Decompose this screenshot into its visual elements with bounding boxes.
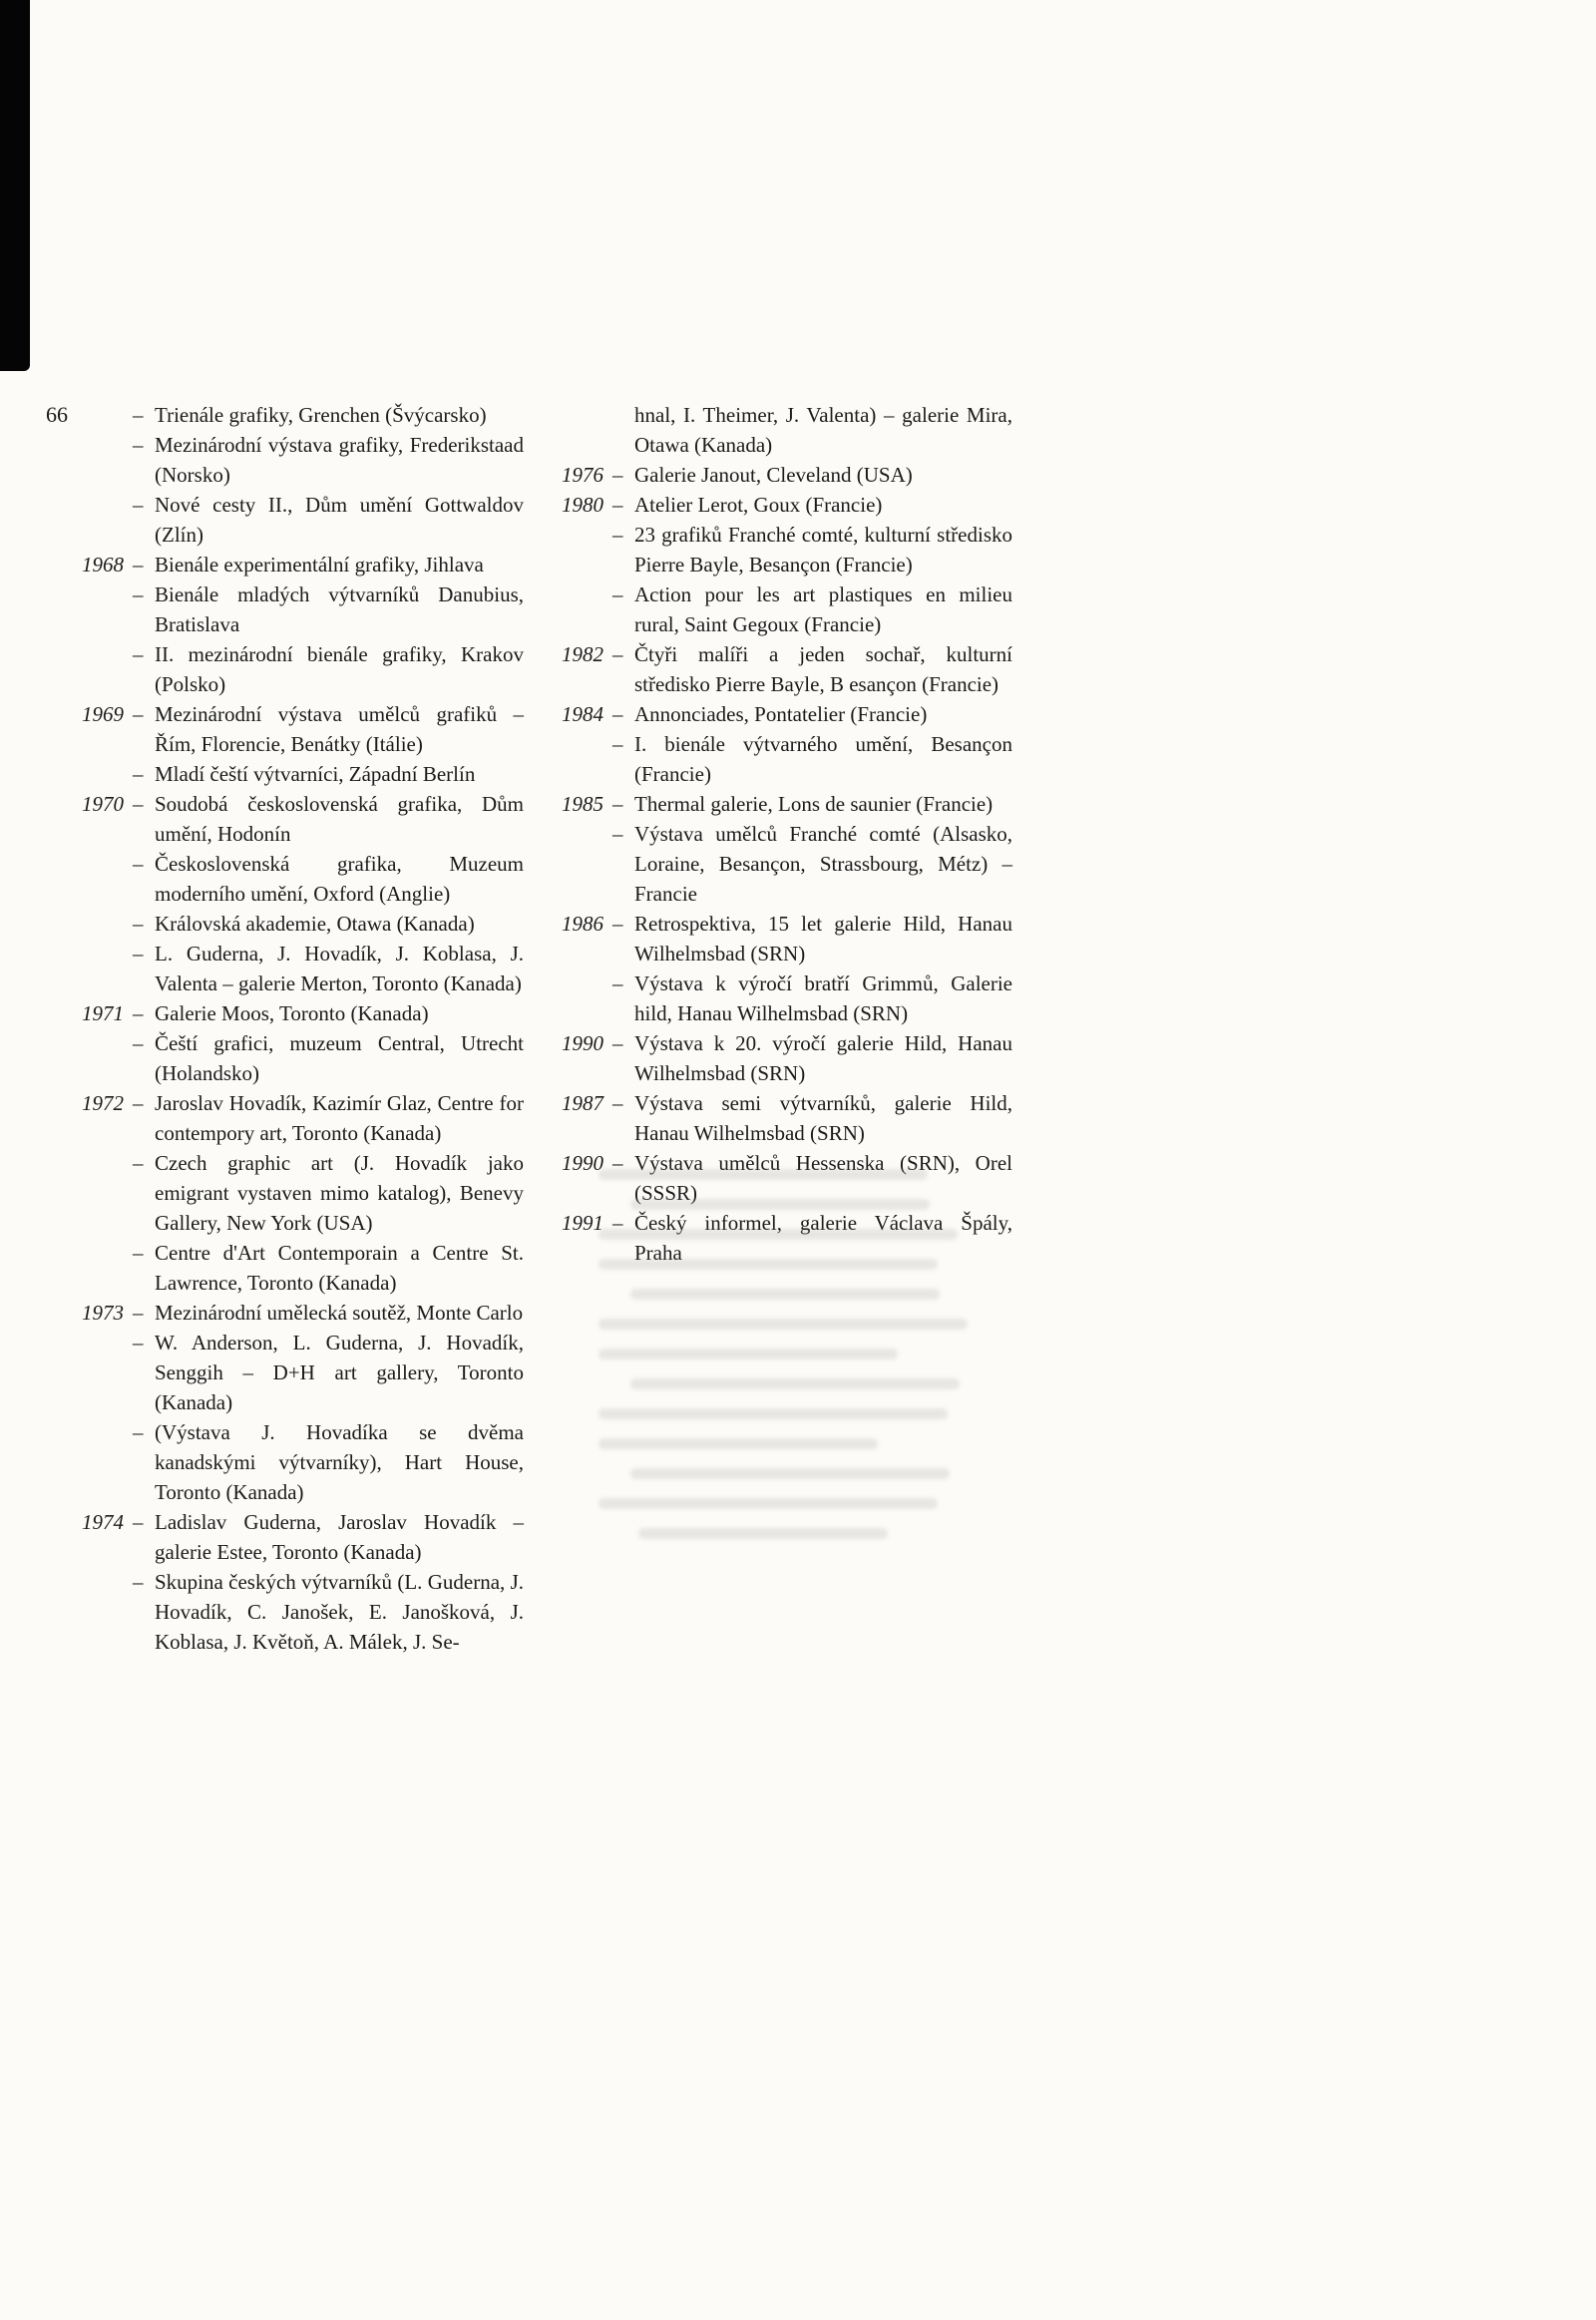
- entry-text: I. bienále výtvarného umění, Besançon (Francie): [634, 732, 1012, 786]
- entry-item: [82, 1238, 524, 1298]
- entry-item: [82, 1328, 524, 1417]
- entry-item: [562, 729, 1012, 789]
- entry-dash: –: [133, 1151, 144, 1175]
- entry-item: [82, 550, 524, 580]
- entry-text: Centre d'Art Contemporain a Centre St. Lawrence, Toronto (Kanada): [155, 1241, 524, 1295]
- entry-text: Čeští grafici, muzeum Central, Utrecht (Holandsko): [155, 1031, 524, 1085]
- entry-item: [82, 759, 524, 789]
- entry-continuation: [562, 400, 1012, 460]
- entry-year: 1973: [82, 1301, 124, 1325]
- entry-item: [82, 849, 524, 909]
- entry-item: [82, 400, 524, 430]
- entry-year: 1971: [82, 1001, 124, 1025]
- entry-text: Atelier Lerot, Goux (Francie): [634, 493, 883, 517]
- entry-item: [82, 1567, 524, 1657]
- entry-text: II. mezinárodní bienále grafiky, Krakov (Polsko): [155, 642, 524, 696]
- entry-item: [562, 639, 1012, 699]
- entry-dash: –: [612, 1091, 623, 1115]
- entry-year: 1991: [562, 1211, 603, 1235]
- entry-dash: –: [612, 1151, 623, 1175]
- entry-text: Mezinárodní umělecká soutěž, Monte Carlo: [155, 1301, 524, 1325]
- entry-year: 1976: [562, 463, 603, 487]
- entry-item: [82, 490, 524, 550]
- entry-dash: –: [133, 403, 144, 427]
- bleedthrough-line: [630, 1378, 960, 1389]
- entry-item: [562, 1208, 1012, 1268]
- entry-dash: –: [133, 553, 144, 577]
- entry-dash: –: [133, 1091, 144, 1115]
- scan-edge-artifact: [0, 0, 30, 371]
- entry-item: [562, 819, 1012, 909]
- entry-text: Bienále mladých výtvarníků Danubius, Bratislava: [155, 582, 524, 636]
- entry-item: [82, 939, 524, 998]
- entry-year: 1986: [562, 912, 603, 936]
- entry-text: Nové cesty II., Dům umění Gottwaldov (Zlín): [155, 493, 524, 547]
- entry-year: 1990: [562, 1031, 603, 1055]
- entry-dash: –: [612, 702, 623, 726]
- entry-text: Čtyři malíři a jeden sochař, kulturní středisko Pierre Bayle, B esançon (Francie): [634, 642, 1012, 696]
- entry-dash: –: [133, 762, 144, 786]
- left-column: [82, 400, 524, 1657]
- entry-text: Thermal galerie, Lons de saunier (Francie): [634, 792, 994, 816]
- entry-year: 1970: [82, 792, 124, 816]
- entry-dash: –: [612, 792, 623, 816]
- entry-dash: –: [612, 732, 623, 756]
- entry-item: [82, 1298, 524, 1328]
- entry-year: 1969: [82, 702, 124, 726]
- entry-dash: –: [133, 1331, 144, 1354]
- entry-dash: –: [133, 1420, 144, 1444]
- entry-year: 1974: [82, 1510, 124, 1534]
- entry-dash: –: [133, 792, 144, 816]
- entry-dash: –: [133, 1510, 144, 1534]
- entry-text: Výstava umělců Franché comté (Alsasko, Loraine, Besançon, Strassbourg, Métz) – Francie: [634, 822, 1012, 906]
- entry-dash: –: [612, 1211, 623, 1235]
- page-number: 66: [46, 402, 68, 427]
- entry-dash: –: [612, 523, 623, 547]
- entry-item: [82, 1148, 524, 1238]
- bleedthrough-line: [598, 1498, 938, 1509]
- entry-dash: –: [612, 493, 623, 517]
- entry-text: L. Guderna, J. Hovadík, J. Koblasa, J. Valenta – galerie Merton, Toronto (Kanada): [155, 942, 524, 995]
- entry-text: W. Anderson, L. Guderna, J. Hovadík, Senggih – D+H art gallery, Toronto (Kanada): [155, 1331, 524, 1414]
- entry-text: (Výstava J. Hovadíka se dvěma kanadskými výtvarníky), Hart House, Toronto (Kanada): [155, 1420, 524, 1504]
- entry-item: [562, 1148, 1012, 1208]
- entry-year: 1987: [562, 1091, 603, 1115]
- entry-text: Mladí čeští výtvarníci, Západní Berlín: [155, 762, 476, 786]
- entry-text: Retrospektiva, 15 let galerie Hild, Hanau Wilhelmsbad (SRN): [634, 912, 1012, 966]
- entry-text: Výstava semi výtvarníků, galerie Hild, Hanau Wilhelmsbad (SRN): [634, 1091, 1012, 1145]
- bleedthrough-line: [598, 1408, 948, 1419]
- entry-text: Bienále experimentální grafiky, Jihlava: [155, 553, 484, 577]
- bleedthrough-line: [638, 1528, 888, 1539]
- entry-text: 23 grafiků Franché comté, kulturní středisko Pierre Bayle, Besançon (Francie): [634, 523, 1012, 577]
- entry-dash: –: [612, 582, 623, 606]
- entry-item: [82, 1088, 524, 1148]
- entry-text: Československá grafika, Muzeum moderního umění, Oxford (Anglie): [155, 852, 524, 906]
- entry-text: Galerie Moos, Toronto (Kanada): [155, 1001, 429, 1025]
- entry-item: [82, 789, 524, 849]
- entry-year: 1982: [562, 642, 603, 666]
- entry-year: 1990: [562, 1151, 603, 1175]
- entry-year: 1972: [82, 1091, 124, 1115]
- entry-item: [562, 460, 1012, 490]
- entry-item: [82, 580, 524, 639]
- entry-text: Jaroslav Hovadík, Kazimír Glaz, Centre for contempory art, Toronto (Kanada): [155, 1091, 524, 1145]
- entry-dash: –: [612, 822, 623, 846]
- entry-dash: –: [612, 971, 623, 995]
- right-column: [562, 400, 1012, 1268]
- entry-dash: –: [133, 433, 144, 457]
- entry-dash: –: [133, 642, 144, 666]
- entry-item: [562, 909, 1012, 968]
- entry-item: [562, 699, 1012, 729]
- entry-text: Výstava k 20. výročí galerie Hild, Hanau Wilhelmsbad (SRN): [634, 1031, 1012, 1085]
- bleedthrough-line: [598, 1349, 898, 1359]
- entry-dash: –: [612, 1031, 623, 1055]
- entry-dash: –: [612, 912, 623, 936]
- entry-item: [82, 699, 524, 759]
- entry-text: Soudobá československá grafika, Dům umění, Hodonín: [155, 792, 524, 846]
- entry-dash: –: [133, 852, 144, 876]
- entry-text: Trienále grafiky, Grenchen (Švýcarsko): [155, 403, 487, 427]
- entry-dash: –: [133, 1301, 144, 1325]
- entry-item: [82, 909, 524, 939]
- entry-year: 1985: [562, 792, 603, 816]
- entry-text: Mezinárodní výstava grafiky, Frederikstaad (Norsko): [155, 433, 524, 487]
- entry-dash: –: [612, 642, 623, 666]
- entry-text: Královská akademie, Otawa (Kanada): [155, 912, 475, 936]
- entry-item: [562, 1088, 1012, 1148]
- entry-dash: –: [133, 702, 144, 726]
- entry-dash: –: [133, 1570, 144, 1594]
- entry-text: Annonciades, Pontatelier (Francie): [634, 702, 928, 726]
- bleedthrough-line: [630, 1289, 940, 1300]
- entry-text: Czech graphic art (J. Hovadík jako emigrant vystaven mimo katalog), Benevy Gallery, New York (USA): [155, 1151, 524, 1235]
- entry-dash: –: [133, 942, 144, 966]
- entry-item: [82, 639, 524, 699]
- bleedthrough-line: [598, 1438, 878, 1449]
- entry-text: Český informel, galerie Václava Špály, Praha: [634, 1211, 1012, 1265]
- entry-dash: –: [133, 493, 144, 517]
- entry-text: Galerie Janout, Cleveland (USA): [634, 463, 913, 487]
- entry-text: Ladislav Guderna, Jaroslav Hovadík – galerie Estee, Toronto (Kanada): [155, 1510, 524, 1564]
- entry-dash: –: [133, 1031, 144, 1055]
- entry-item: [562, 968, 1012, 1028]
- entry-item: [562, 789, 1012, 819]
- entry-item: [82, 998, 524, 1028]
- entry-text: hnal, I. Theimer, J. Valenta) – galerie Mira, Otawa (Kanada): [634, 403, 1012, 457]
- entry-text: Mezinárodní výstava umělců grafiků – Řím, Florencie, Benátky (Itálie): [155, 702, 524, 756]
- entry-dash: –: [133, 1241, 144, 1265]
- entry-item: [562, 1028, 1012, 1088]
- entry-dash: –: [133, 1001, 144, 1025]
- entry-text: Skupina českých výtvarníků (L. Guderna, J. Hovadík, C. Janošek, E. Janošková, J. Koblasa, J. Květoň, A. Málek, J. Se-: [155, 1570, 524, 1654]
- entry-item: [562, 490, 1012, 520]
- entry-year: 1968: [82, 553, 124, 577]
- entry-item: [562, 580, 1012, 639]
- bleedthrough-line: [598, 1319, 968, 1330]
- entry-dash: –: [133, 912, 144, 936]
- entry-text: Výstava k výročí bratří Grimmů, Galerie hild, Hanau Wilhelmsbad (SRN): [634, 971, 1012, 1025]
- entry-item: [82, 1507, 524, 1567]
- entry-item: [82, 430, 524, 490]
- entry-item: [562, 520, 1012, 580]
- entry-dash: –: [133, 582, 144, 606]
- entry-year: 1980: [562, 493, 603, 517]
- entry-year: 1984: [562, 702, 603, 726]
- entry-text: Action pour les art plastiques en milieu rural, Saint Gegoux (Francie): [634, 582, 1012, 636]
- entry-item: [82, 1028, 524, 1088]
- entry-dash: –: [612, 463, 623, 487]
- bleedthrough-line: [630, 1468, 950, 1479]
- entry-text: Výstava umělců Hessenska (SRN), Orel (SSSR): [634, 1151, 1012, 1205]
- entry-item: [82, 1417, 524, 1507]
